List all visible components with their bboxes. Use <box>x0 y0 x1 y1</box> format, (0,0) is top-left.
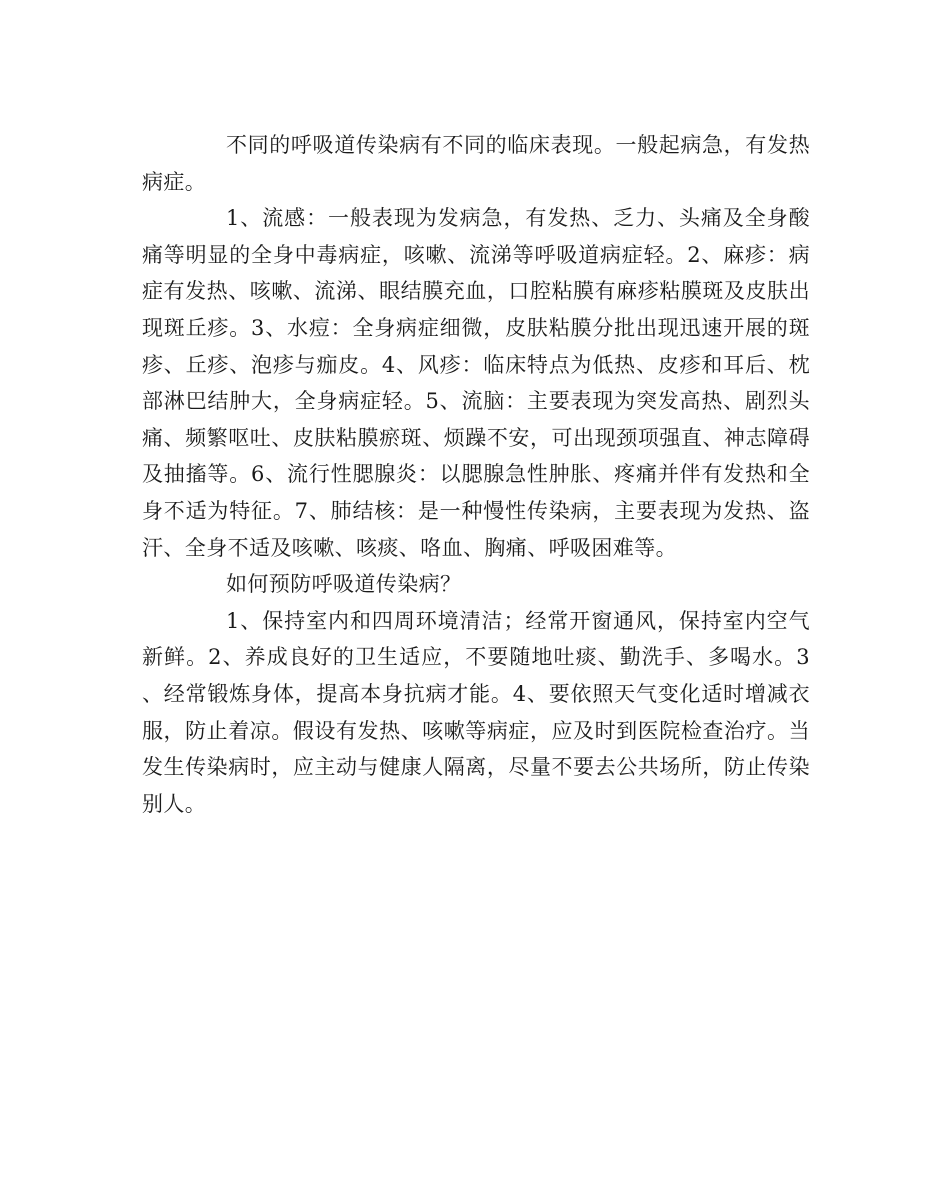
paragraph-intro: 不同的呼吸道传染病有不同的临床表现。一般起病急，有发热病症。 <box>142 133 810 194</box>
paragraph-disease-list: 1、流感：一般表现为发病急，有发热、乏力、头痛及全身酸痛等明显的全身中毒病症，咳嗽、流涕等呼吸道病症轻。2、麻疹：病症有发热、咳嗽、流涕、眼结膜充血，口腔粘膜有麻疹粘膜斑及皮肤出现斑丘疹。3、水痘：全身病症细微，皮肤粘膜分批出现迅速开展的斑疹、丘疹、泡疹与痂皮。4、风疹：临床特点为低热、皮疹和耳后、枕部淋巴结肿大，全身病症轻。5、流脑：主要表现为突发高热、剧烈头痛、频繁呕吐、皮肤粘膜瘀斑、烦躁不安，可出现颈项强直、神志障碍及抽搐等。6、流行性腮腺炎：以腮腺急性肿胀、疼痛并伴有发热和全身不适为特征。7、肺结核：是一种慢性传染病，主要表现为发热、盗汗、全身不适及咳嗽、咳痰、咯血、胸痛、呼吸困难等。 <box>142 206 810 560</box>
document-body <box>142 127 810 822</box>
paragraph-prevention-measures: 1、保持室内和四周环境清洁；经常开窗通风，保持室内空气新鲜。2、养成良好的卫生适应，不要随地吐痰、勤洗手、多喝水。3、经常锻炼身体，提高本身抗病才能。4、要依照天气变化适时增减衣服，防止着凉。假设有发热、咳嗽等病症，应及时到医院检查治疗。当发生传染病时，应主动与健康人隔离，尽量不要去公共场所，防止传染别人。 <box>142 608 810 816</box>
paragraph-prevention-heading: 如何预防呼吸道传染病？ <box>226 572 462 597</box>
